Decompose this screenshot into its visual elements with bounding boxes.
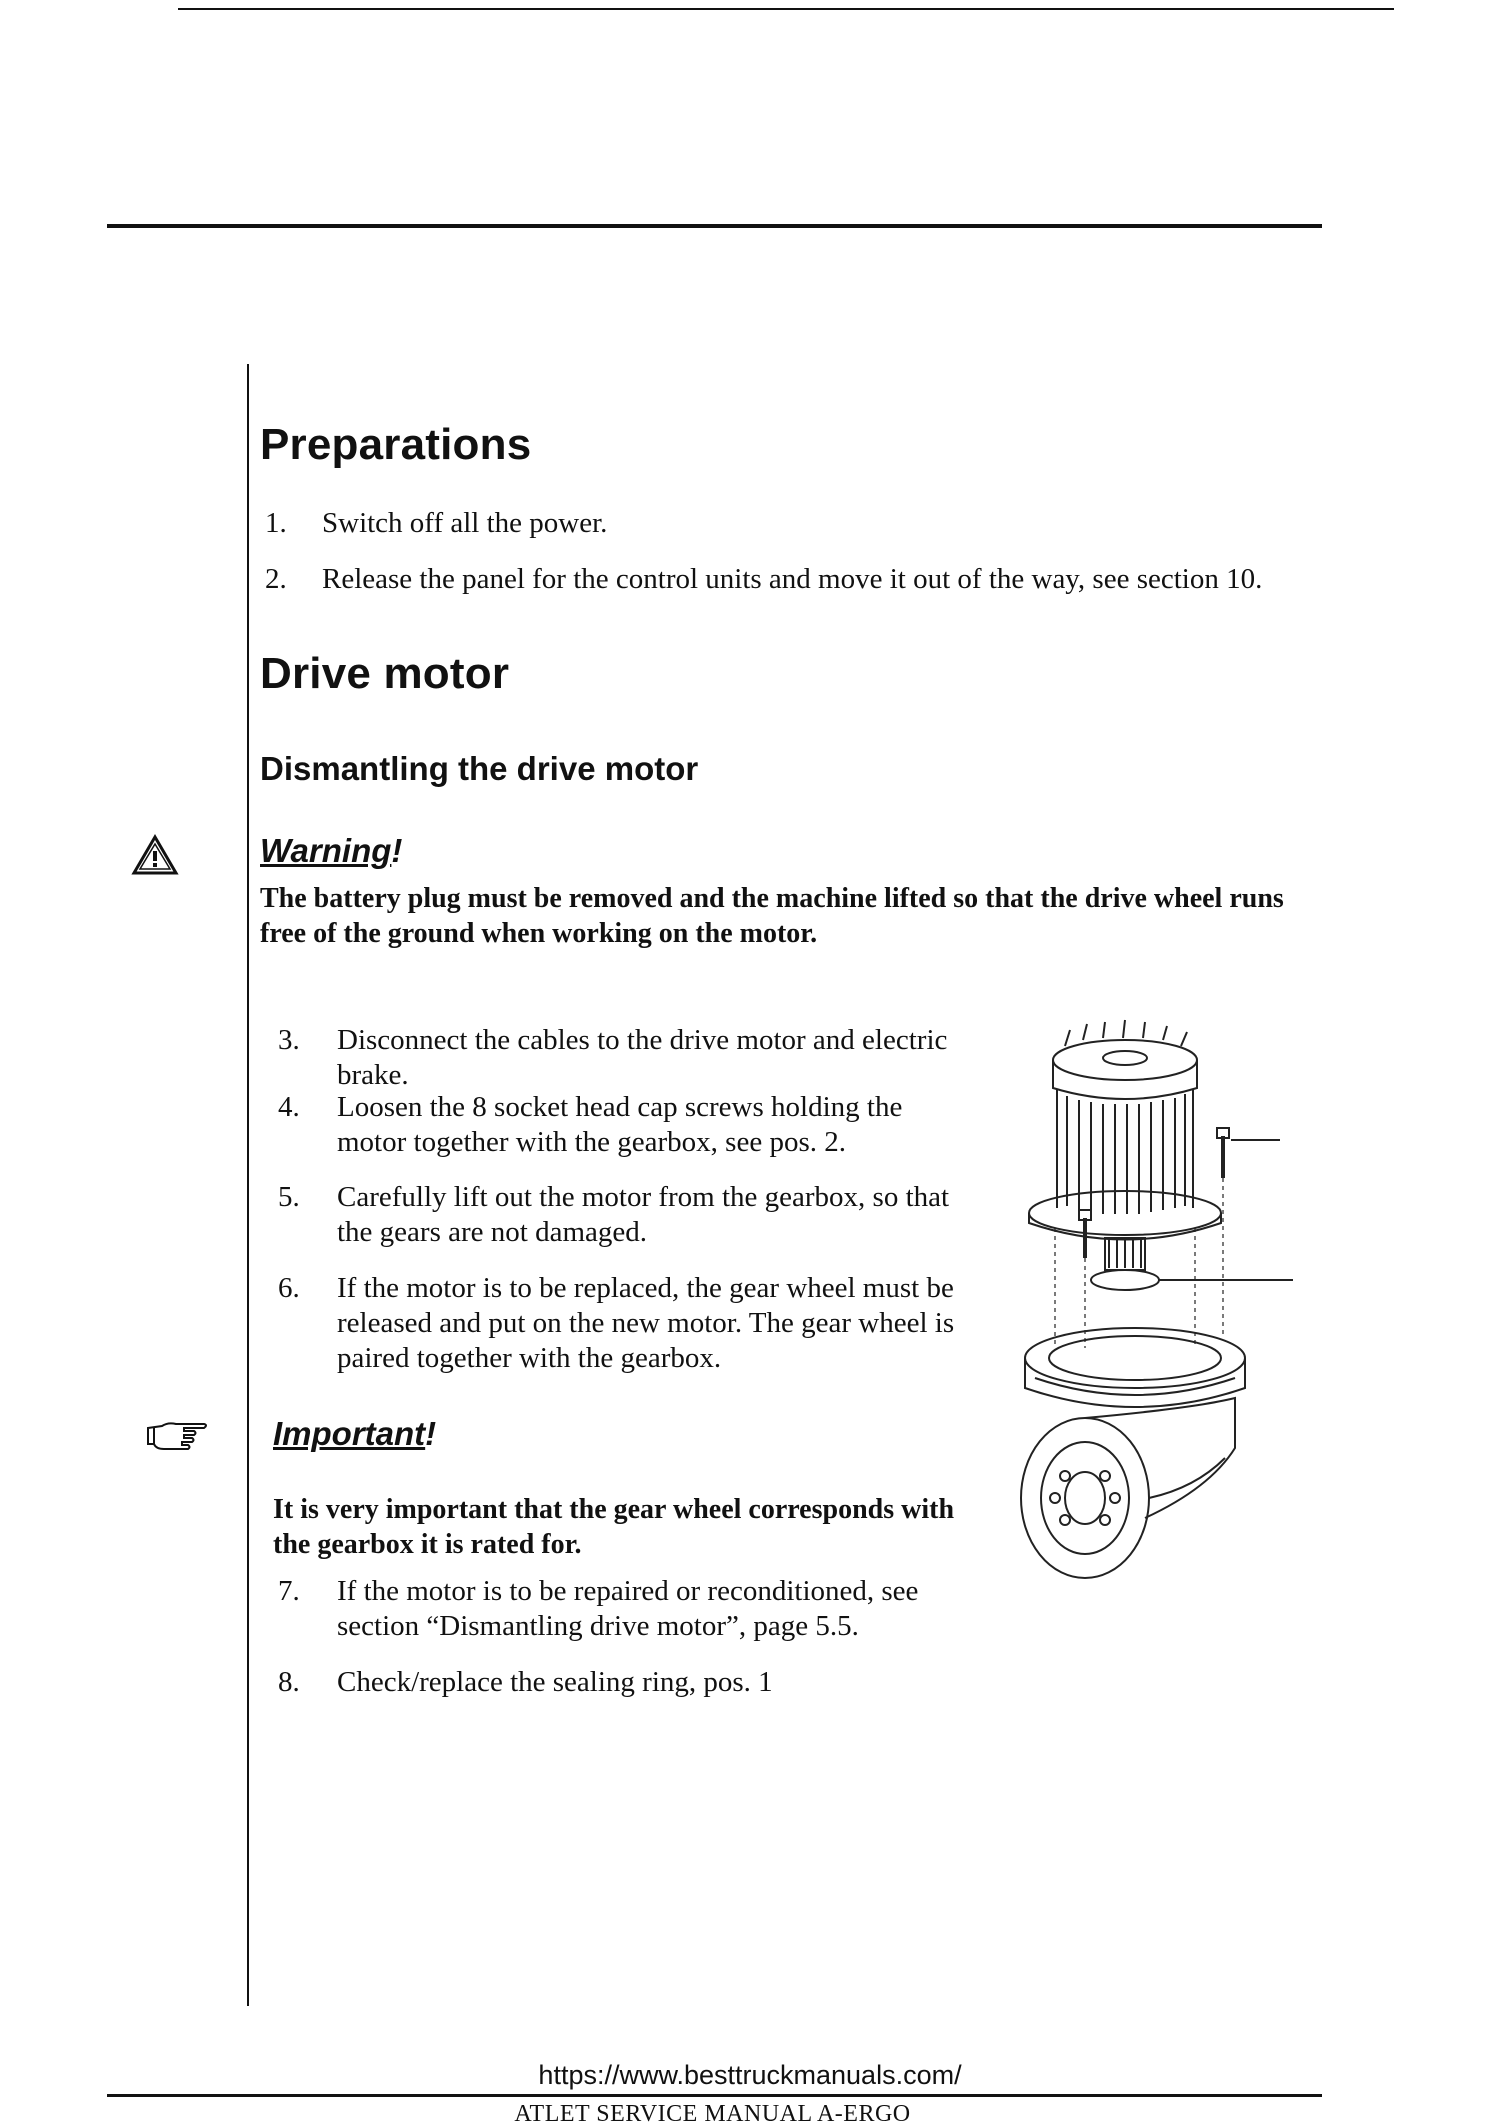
step-text: Release the panel for the control units and move it out of the way, see section 10. [322,563,1263,595]
warning-text: The battery plug must be removed and the machine lifted so that the drive wheel runs free of the ground when working on the motor. [260,883,1284,949]
footer-rule [107,2094,1322,2097]
step-text: Check/replace the sealing ring, pos. 1 [337,1666,773,1698]
step-text: If the motor is to be replaced, the gear wheel must be released and put on the new motor. The gear wheel is paired together with the gearbox. [337,1272,955,1374]
warning-triangle-icon [131,834,179,876]
list-item [278,1271,978,1379]
important-title-mark: ! [425,1415,437,1452]
step-number: 2. [265,563,287,595]
list-item [278,1665,978,1701]
section-title-preparations: Preparations [260,420,532,469]
step-text: Disconnect the cables to the drive motor and electric brake. [337,1024,948,1091]
subsection-title: Dismantling the drive motor [260,750,699,787]
list-item [265,562,1355,598]
step-number: 1. [265,507,287,539]
header-rule [107,224,1322,228]
step-number: 8. [278,1666,300,1698]
important-title [273,1415,436,1453]
list-item [278,1023,978,1095]
list-item [265,506,1355,542]
top-header-rule [178,8,1394,10]
footer-url[interactable]: https://www.besttruckmanuals.com/ [538,2060,962,2090]
list-item [278,1090,978,1162]
list-item [278,1180,978,1252]
step-number: 5. [278,1181,300,1213]
pointing-hand-icon [144,1418,210,1452]
step-number: 6. [278,1272,300,1304]
important-text: It is very important that the gear wheel corresponds with the gearbox it is rated for. [273,1494,955,1560]
step-text: If the motor is to be repaired or reconditioned, see section “Dismantling drive motor”, page 5.5. [337,1575,919,1642]
warning-title-mark: ! [391,832,403,869]
step-text: Switch off all the power. [322,507,608,539]
warning-title [260,832,402,870]
warning-title-word: Warning [260,832,392,869]
footer-manual-title: ATLET SERVICE MANUAL A-ERGO [514,2101,911,2127]
step-text: Carefully lift out the motor from the gearbox, so that the gears are not damaged. [337,1181,950,1248]
important-title-word: Important [273,1415,426,1452]
list-item [278,1574,978,1646]
step-number: 7. [278,1575,300,1607]
step-text: Loosen the 8 socket head cap screws holding the motor together with the gearbox, see pos. 2. [337,1091,903,1158]
step-number: 4. [278,1091,300,1123]
step-number: 3. [278,1024,300,1056]
drive-motor-exploded-illustration [995,1018,1305,1593]
margin-line [247,364,249,2006]
section-title-drive-motor: Drive motor [260,649,510,698]
